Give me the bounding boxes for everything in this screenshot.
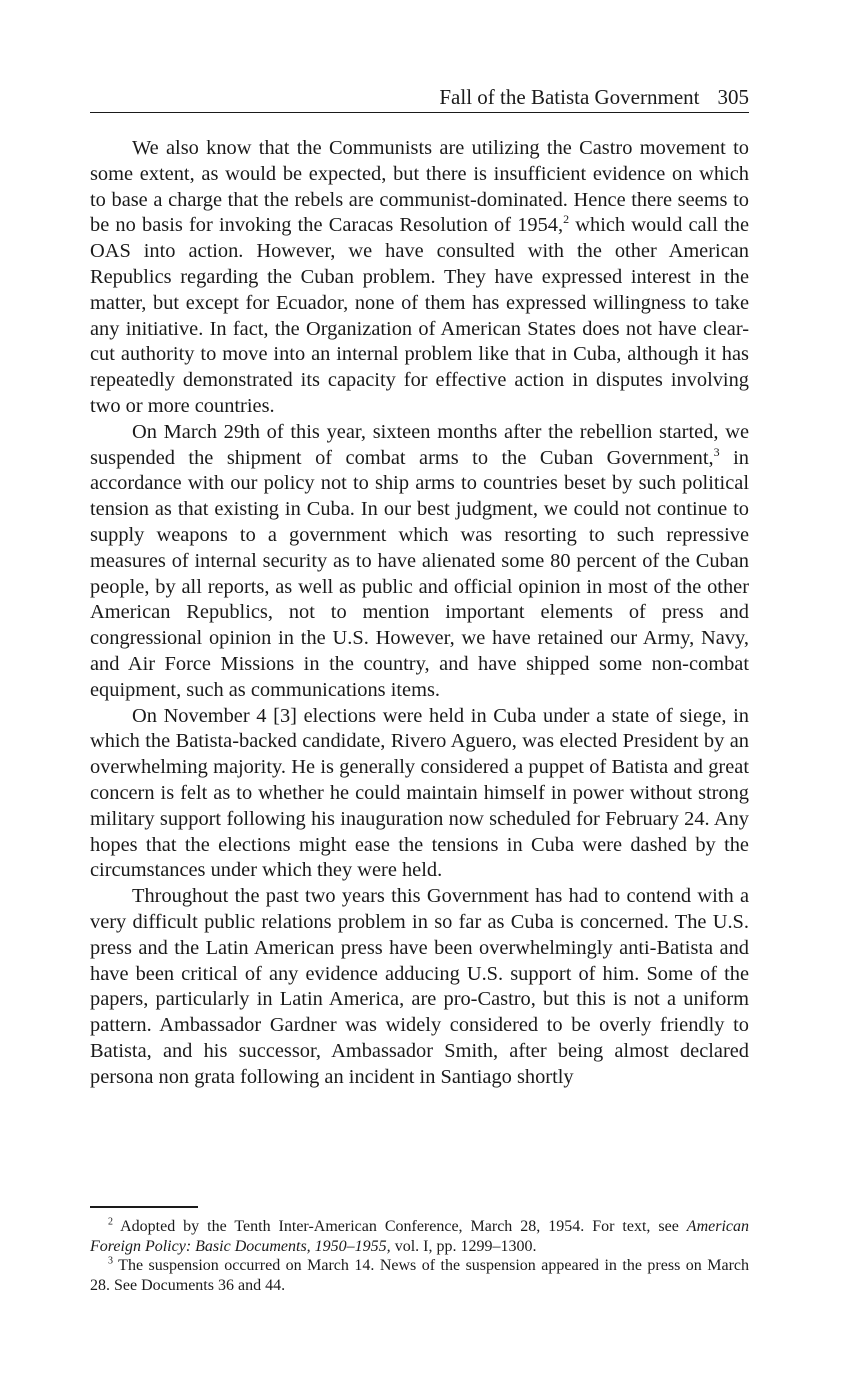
header-title: Fall of the Batista Government xyxy=(439,85,700,109)
footnotes xyxy=(90,1217,749,1295)
body-text xyxy=(90,136,749,1090)
footnote-ref-3[interactable]: 3 xyxy=(713,444,720,459)
running-header xyxy=(90,84,749,113)
footnote-marker: 2 xyxy=(108,1216,113,1228)
footnote-3: $^3$ The suspension occurred on March 14. News of the suspension appeared in the press on March 28. See Documents 36 and 44. xyxy=(90,1255,749,1294)
footnote-marker: 3 xyxy=(108,1255,113,1267)
paragraph-3: On November 4 [3] elections were held in Cuba under a state of siege, in which the Batista-backed candidate, Rivero Aguero, was elected President by an overwhelming majority. He is generally considered a puppet of Batista and great concern is felt as to whether he could maintain himself in power without strong military support following his inauguration now scheduled for February 24. Any hopes that the elections might ease the tensions in Cuba were dashed by the circumstances under which they were held. xyxy=(90,704,749,882)
page-number: 305 xyxy=(717,85,749,109)
footnote-divider xyxy=(90,1206,198,1208)
footnote-2: $^2$ Adopted by the Tenth Inter-American Conference, March 28, 1954. For text, see American Foreign Policy: Basic Documents, 1950–1955, vol. I, pp. 1299–1300. xyxy=(90,1216,749,1255)
footnote-ref-2[interactable]: 2 xyxy=(563,212,570,227)
cited-title: American Foreign Policy: Basic Documents, 1950–1955, xyxy=(90,1218,749,1255)
paragraph-1: We also know that the Communists are utilizing the Castro movement to some extent, as would be expected, but there is insufficient evidence on which to base a charge that the rebels are communist-dominated. Hence there seems to be no basis for invoking the Caracas Resolution of 1954,$^2$ which would call the OAS into action. However, we have consulted with the other American Republics regarding the Cuban problem. They have expressed interest in the matter, but except for Ecuador, none of them has expressed willingness to take any initiative. In fact, the Organization of American States does not have clear-cut authority to move into an internal problem like that in Cuba, although it has repeatedly demonstrated its capacity for effective action in disputes involving two or more countries. xyxy=(90,137,749,417)
paragraph-4: Throughout the past two years this Government has had to contend with a very difficult public relations problem in so far as Cuba is concerned. The U.S. press and the Latin American press have been overwhelmingly anti-Batista and have been critical of any evidence adducing U.S. support of him. Some of the papers, particularly in Latin America, are pro-Castro, but this is not a uniform pattern. Ambassador Gardner was widely considered to be overly friendly to Batista, and his successor, Ambassador Smith, after being almost declared persona non grata following an incident in Santiago shortly xyxy=(90,885,749,1088)
paragraph-2: On March 29th of this year, sixteen months after the rebellion started, we suspended the shipment of combat arms to the Cuban Government,$^3$ in accordance with our policy not to ship arms to countries beset by such political tension as that existing in Cuba. In our best judgment, we could not continue to supply weapons to a government which was resorting to such repressive measures of internal security as to have alienated some 80 percent of the Cuban people, by all reports, as well as public and official opinion in most of the other American Republics, not to mention important elements of press and congressional opinion in the U.S. However, we have retained our Army, Navy, and Air Force Missions in the country, and have shipped some non-combat equipment, such as communications items. xyxy=(90,420,750,701)
